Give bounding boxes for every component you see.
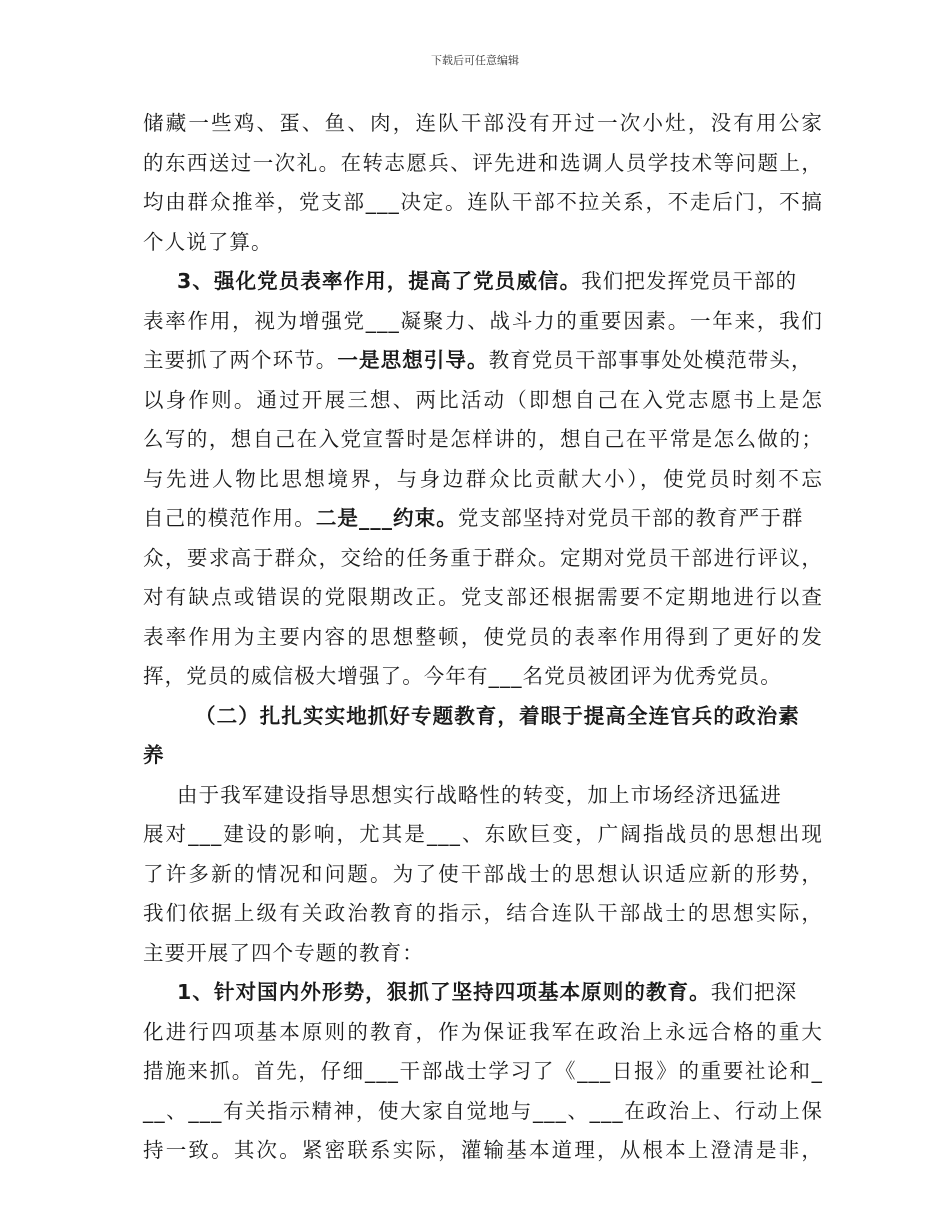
text-line: 措施来抓。首先，仔细___干部战士学习了《___日报》的重要社论和_ <box>143 1059 823 1083</box>
text-line <box>143 262 823 302</box>
section-heading-2: （二）扎扎实实地抓好专题教育，着眼于提高全连官兵的政治素 <box>195 703 800 728</box>
text-line: 个人说了算。 <box>143 229 273 254</box>
subheading-first: 一是思想引导。 <box>337 348 489 372</box>
text-run: 主要抓了两个环节。 <box>143 348 338 372</box>
text-line: 均由群众推举，党支部___决定。连队干部不拉关系，不走后门，不搞 <box>143 190 823 214</box>
text-line: 由于我军建设指导思想实行战略性的转变，加上市场经济迅猛进 <box>177 782 782 807</box>
text-line: 储藏一些鸡、蛋、鱼、肉，连队干部没有开过一次小灶，没有用公家 <box>143 111 823 135</box>
text-line: 主要开展了四个专题的教育： <box>143 940 424 965</box>
document-body <box>143 104 823 1171</box>
text-line: 化进行四项基本原则的教育，作为保证我军在政治上永远合格的重大 <box>143 1019 823 1044</box>
section-heading-1: 1、针对国内外形势，狠抓了坚持四项基本原则的教育。 <box>177 980 711 1004</box>
text-line: 众，要求高于群众，交给的任务重于群众。定期对党员干部进行评议， <box>143 545 823 570</box>
subheading-second: 二是___约束。 <box>315 506 458 530</box>
page-header: 下载后可任意编辑 <box>431 54 519 67</box>
text-run: 我们把发挥党员干部的 <box>581 269 798 293</box>
text-line: 对有缺点或错误的党限期改正。党支部还根据需要不定期地进行以查 <box>143 585 823 609</box>
text-line <box>143 341 823 381</box>
text-line <box>143 499 823 539</box>
text-run: 教育党员干部事事处处模范带头， <box>488 348 813 372</box>
text-line: 持一致。其次。紧密联系实际，灌输基本道理，从根本上澄清是非， <box>143 1138 823 1162</box>
text-line: 我们依据上级有关政治教育的指示，结合连队干部战士的思想实际， <box>143 901 823 925</box>
text-line: __、___有关指示精神，使大家自觉地与___、___在政治上、行动上保 <box>143 1098 823 1123</box>
text-line: 以身作则。通过开展三想、两比活动（即想自己在入党志愿书上是怎 <box>143 387 823 412</box>
text-line: 表率作用为主要内容的思想整顿，使党员的表率作用得到了更好的发 <box>143 624 823 649</box>
text-line: 的东西送过一次礼。在转志愿兵、评先进和选调人员学技术等问题上， <box>143 150 823 175</box>
text-line: 与先进人物比思想境界，与身边群众比贡献大小），使党员时刻不忘 <box>143 466 823 491</box>
text-line: 了许多新的情况和问题。为了使干部战士的思想认识适应新的形势， <box>143 861 823 886</box>
text-run: 我们把深 <box>710 980 798 1004</box>
text-line: 挥，党员的威信极大增强了。今年有___名党员被团评为优秀党员。 <box>143 664 782 688</box>
text-line: 表率作用，视为增强党___凝聚力、战斗力的重要因素。一年来，我们 <box>143 308 823 333</box>
text-run: 党支部坚持对党员干部的教育严于群 <box>457 506 804 530</box>
section-heading-2-cont: 养 <box>143 743 165 767</box>
text-line: 展对___建设的影响，尤其是___、东欧巨变，广阔指战员的思想出现 <box>143 822 823 846</box>
text-line <box>143 973 823 1013</box>
text-run: 自己的模范作用。 <box>143 506 316 530</box>
text-line: 么写的，想自己在入党宣誓时是怎样讲的，想自己在平常是怎么做的； <box>143 427 823 451</box>
section-heading-3: 3、强化党员表率作用，提高了党员威信。 <box>177 269 582 293</box>
